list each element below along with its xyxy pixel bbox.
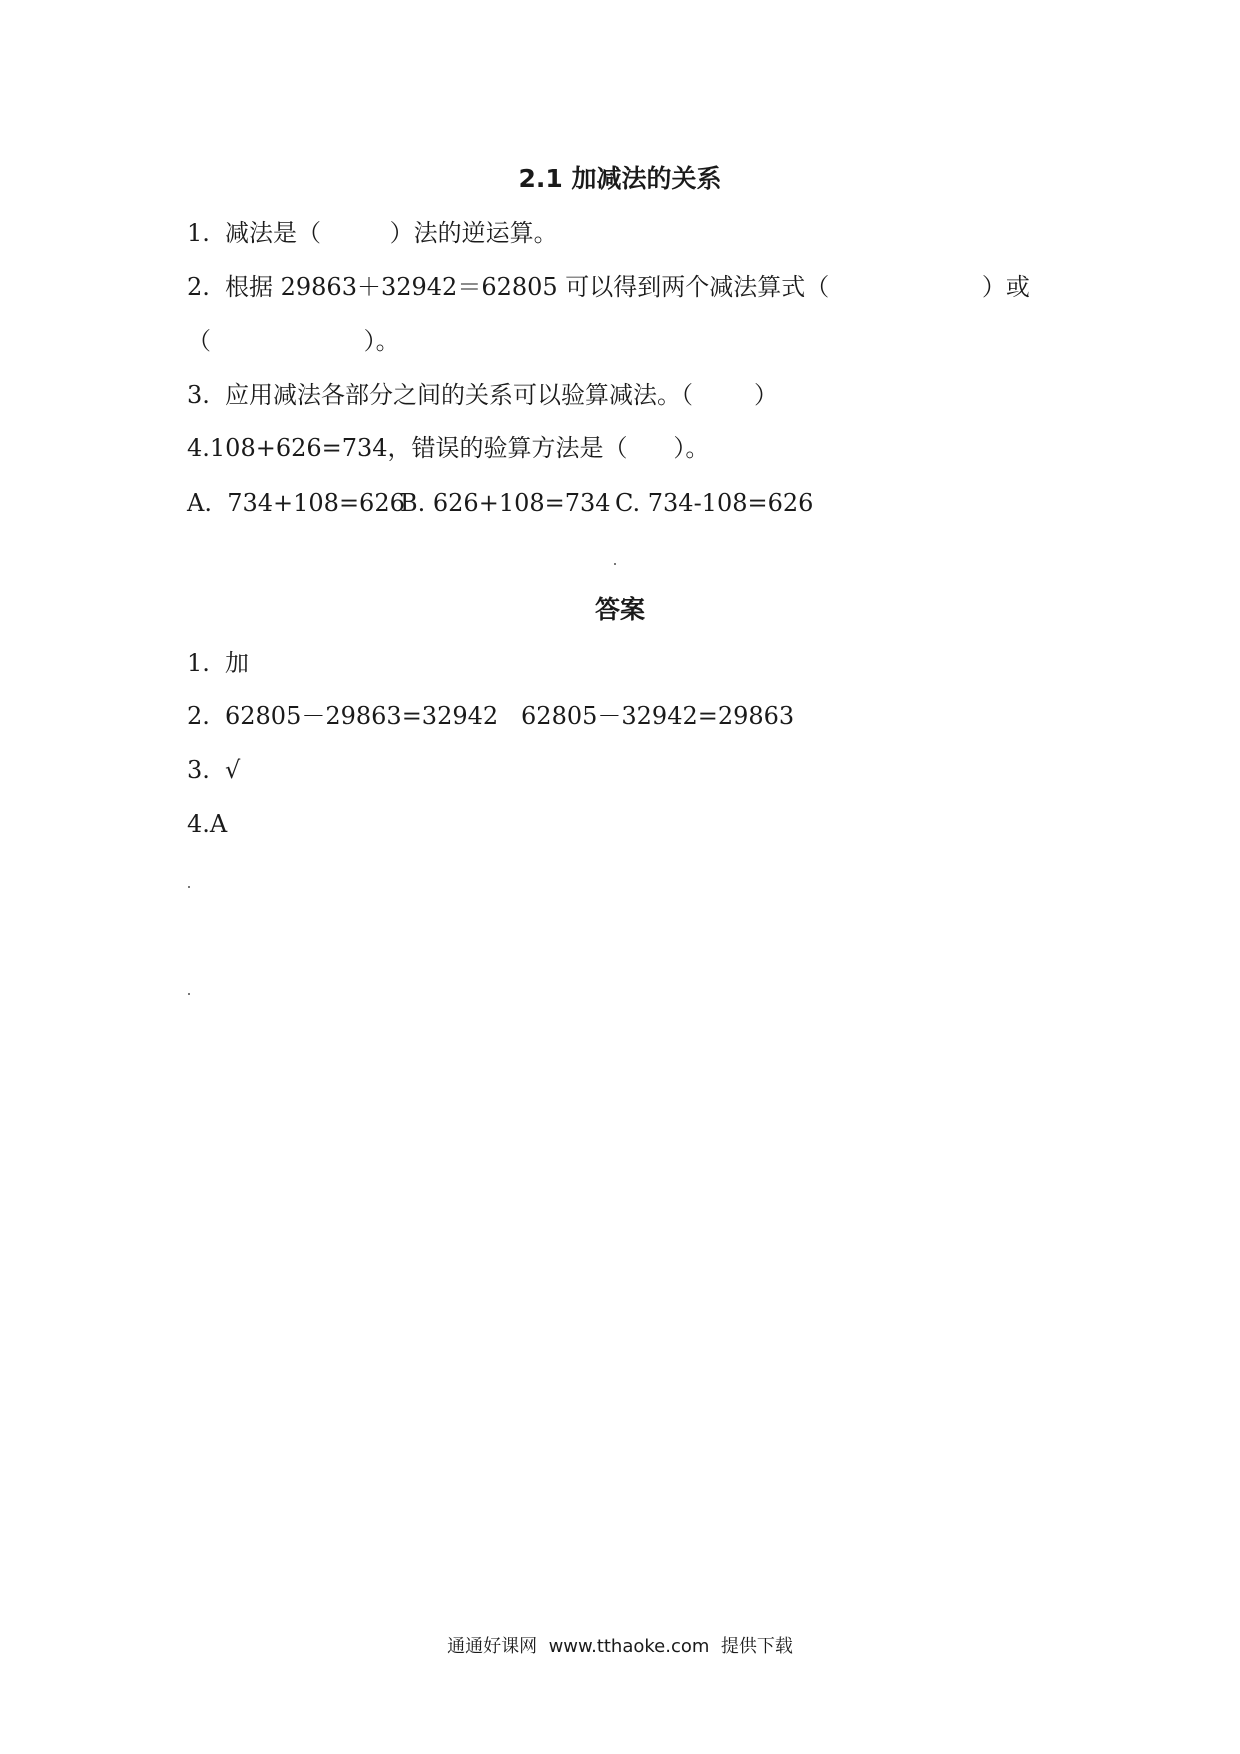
stray-dot: [188, 993, 190, 995]
answer-blank: [829, 272, 982, 302]
option-a: A. 734+108=626: [187, 489, 405, 517]
answer-blank: [321, 218, 390, 248]
question-text: （: [187, 327, 211, 355]
answer-number: 2.: [187, 702, 210, 730]
page-footer: [0, 1635, 1240, 1659]
answer-4: [187, 809, 227, 839]
question-text-end: ）。: [363, 327, 400, 355]
question-number: 1.: [187, 219, 210, 247]
question-2-continued: [187, 326, 400, 356]
question-2: [187, 272, 1030, 302]
answer-number: 3.: [187, 756, 210, 784]
answer-number: 1.: [187, 649, 210, 677]
question-3: [187, 380, 778, 410]
worksheet-title: 2.1 加减法的关系: [518, 164, 722, 193]
answer-text: √: [225, 756, 241, 784]
question-number: 2.: [187, 273, 210, 301]
answers-heading: 答案: [594, 595, 645, 624]
answer-text: 62805－29863=32942 62805－32942=29863: [225, 702, 795, 730]
question-4: [187, 433, 709, 463]
answer-text: 加: [225, 649, 249, 677]
question-text-end: ）: [754, 381, 779, 409]
answer-text: A: [209, 810, 228, 838]
option-b: B. 626+108=734: [400, 489, 611, 517]
question-1: [187, 218, 558, 248]
answer-blank: [211, 326, 364, 356]
answer-blank: [693, 380, 754, 410]
question-text-end: ）。: [673, 434, 710, 462]
footer-site-name: 通通好课网: [447, 1636, 538, 1657]
question-text: 根据 29863＋32942＝62805 可以得到两个减法算式（: [225, 273, 830, 301]
stray-dot: [188, 886, 190, 888]
answer-blank: [628, 433, 674, 463]
stray-dot: [614, 563, 616, 565]
question-text: 108+626=734，错误的验算方法是（: [209, 434, 628, 462]
question-text-end: ）法的逆运算。: [389, 219, 558, 247]
answer-number: 4.: [187, 810, 210, 838]
question-number: 3.: [187, 381, 210, 409]
footer-suffix: 提供下载: [720, 1636, 793, 1657]
option-c: C. 734-108=626: [615, 489, 814, 517]
answer-1: [187, 648, 249, 678]
question-text-end: ）或: [981, 273, 1030, 301]
question-text: 减法是（: [225, 219, 321, 247]
footer-url[interactable]: www.tthaoke.com: [548, 1636, 710, 1657]
question-number: 4.: [187, 434, 210, 462]
answer-2: [187, 701, 794, 731]
question-text: 应用减法各部分之间的关系可以验算减法。（: [225, 381, 693, 409]
answer-3: [187, 755, 240, 785]
